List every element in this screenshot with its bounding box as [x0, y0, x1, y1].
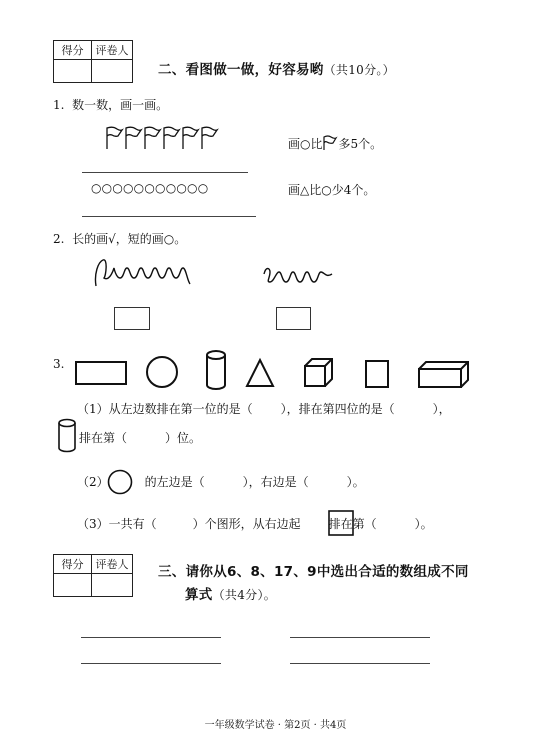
square-icon: [366, 361, 388, 387]
q3-p2-text-c: ），右边是（: [242, 475, 309, 489]
long-answer-box[interactable]: [114, 307, 150, 330]
grader-header: 评卷人: [92, 555, 133, 574]
page-footer: 一年级数学试卷 · 第2页 · 共4页: [204, 720, 347, 731]
q3-p2-text-a: （2）: [77, 475, 109, 489]
cube-icon: [305, 359, 332, 386]
q3-p1-text-d: 排在第（: [79, 431, 128, 445]
q3-p2-text-b: 的左边是（: [144, 475, 205, 489]
answer-line[interactable]: [82, 172, 248, 173]
cylinder-icon: [57, 418, 77, 454]
flag-icon: [145, 127, 160, 149]
section3-title-line2: [185, 583, 276, 603]
flag-icon: [322, 135, 338, 151]
answer-line[interactable]: [290, 637, 430, 638]
score-table-bottom: [53, 554, 133, 597]
short-answer-box[interactable]: [276, 307, 311, 330]
long-spring-icon: [94, 256, 194, 290]
q3-p2-text-d: ）。: [346, 475, 365, 489]
cylinder-icon: [207, 351, 225, 389]
score-header: 得分: [54, 555, 92, 574]
q1-label: [53, 96, 168, 113]
q3-part1-line1: [77, 400, 451, 417]
score-cell[interactable]: [54, 574, 92, 597]
q2-text: 长的画√，短的画○。: [72, 232, 187, 246]
grader-cell[interactable]: [92, 574, 133, 597]
q1-instr1-pre: 画○比: [288, 137, 323, 151]
q1-instr1-post: 多5个。: [338, 137, 383, 151]
square-icon: [328, 510, 354, 536]
flag-icon: [164, 127, 179, 149]
section2-heading: [158, 58, 395, 78]
grader-cell[interactable]: [92, 60, 133, 83]
score-table-top: [53, 40, 133, 83]
q3-p3-text-c: 排在第（: [328, 517, 377, 531]
q3-part1-line2: [79, 429, 201, 446]
q3-p3-text-b: ）个图形，从右边起: [192, 517, 301, 531]
q3-shapes-row: [73, 348, 473, 394]
circle-icon: [147, 357, 177, 387]
score-cell[interactable]: [54, 60, 92, 83]
q1-instruction-1: [288, 135, 382, 152]
q3-part3: [77, 515, 433, 532]
answer-line[interactable]: [81, 637, 221, 638]
flag-icon: [202, 127, 217, 149]
section3-title-part2: 算式: [185, 587, 213, 603]
q2-number: 2.: [53, 232, 65, 246]
q2-label: [53, 230, 186, 247]
section3-title-line1: 三、请你从6、8、17、9中选出合适的数组成不同: [158, 564, 469, 580]
q1-text: 数一数，画一画。: [72, 98, 169, 112]
section3-points: （共4分）。: [212, 588, 277, 602]
q1-instruction-2: 画△比○少4个。: [288, 183, 376, 197]
q3-p1-text-a: （1）从左边数排在第一位的是（: [77, 402, 253, 416]
q3-number: 3.: [53, 357, 65, 371]
q1-circles-row: ○○○○○○○○○○○: [91, 181, 209, 195]
q3-p3-text-a: （3）一共有（: [77, 517, 157, 531]
flag-icon: [107, 127, 122, 149]
flag-icon: [183, 127, 198, 149]
grader-header: 评卷人: [92, 41, 133, 60]
triangle-icon: [247, 360, 273, 386]
section2-points: （共10分。）: [323, 63, 395, 77]
q3-p1-text-b: ），排在第四位的是（: [280, 402, 395, 416]
flag-icon: [126, 127, 141, 149]
q3-p1-text-e: ）位。: [165, 431, 202, 445]
section2-title: 二、看图做一做，好容易哟: [158, 62, 324, 78]
q3-p1-text-c: ），: [432, 402, 451, 416]
short-spring-icon: [262, 264, 336, 290]
answer-line[interactable]: [290, 663, 430, 664]
flags-row-icon: [105, 125, 220, 151]
rectangle-icon: [76, 362, 126, 384]
circle-icon: [107, 469, 133, 495]
answer-line[interactable]: [82, 216, 256, 217]
q3-p3-text-d: ）。: [414, 517, 433, 531]
answer-line[interactable]: [81, 663, 221, 664]
score-header: 得分: [54, 41, 92, 60]
cuboid-icon: [419, 362, 468, 387]
q1-number: 1.: [53, 98, 65, 112]
